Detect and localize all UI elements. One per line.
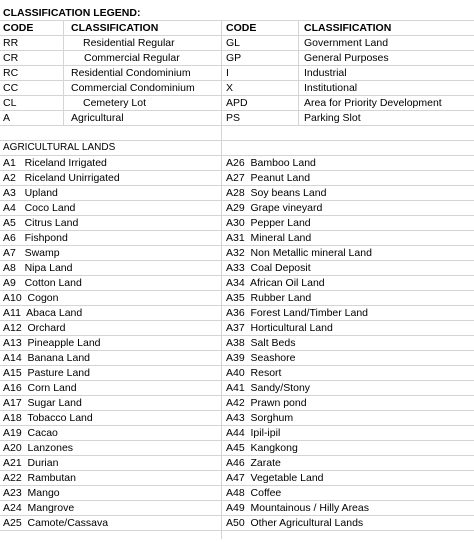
- agri-land-right: A50 Other Agricultural Lands: [226, 517, 364, 529]
- agri-row: [0, 276, 474, 291]
- legend-title: CLASSIFICATION LEGEND:: [3, 7, 141, 19]
- agri-land-left: A19 Cacao: [3, 427, 58, 439]
- agri-land-right: A44 Ipil-ipil: [226, 427, 281, 439]
- agri-land-left: A22 Rambutan: [3, 472, 76, 484]
- agri-land-right: A45 Kangkong: [226, 442, 298, 454]
- agri-land-right: A34 African Oil Land: [226, 277, 325, 289]
- blank-row: [0, 126, 474, 141]
- legend-row: [0, 111, 474, 126]
- agri-land-left: A21 Durian: [3, 457, 59, 469]
- legend-classification: Parking Slot: [304, 112, 361, 124]
- agri-row: [0, 246, 474, 261]
- agri-row: [0, 411, 474, 426]
- agri-land-right: A48 Coffee: [226, 487, 282, 499]
- header-classification-right: CLASSIFICATION: [304, 22, 392, 34]
- agri-land-right: A27 Peanut Land: [226, 172, 311, 184]
- agri-land-right: A29 Grape vineyard: [226, 202, 323, 214]
- agri-land-right: A38 Salt Beds: [226, 337, 296, 349]
- legend-row: [0, 81, 474, 96]
- agri-title-row: [0, 141, 474, 156]
- agri-row: [0, 501, 474, 516]
- agri-land-right: A49 Mountainous / Hilly Areas: [226, 502, 369, 514]
- agri-row: [0, 261, 474, 276]
- legend-row: [0, 51, 474, 66]
- header-code-right: CODE: [226, 22, 257, 34]
- agri-land-left: A14 Banana Land: [3, 352, 90, 364]
- agri-land-left: A2 Riceland Unirrigated: [3, 172, 120, 184]
- legend-code: I: [226, 67, 229, 79]
- agri-land-right: A39 Seashore: [226, 352, 296, 364]
- agri-land-right: A30 Pepper Land: [226, 217, 311, 229]
- legend-classification: General Purposes: [304, 52, 389, 64]
- agri-row: [0, 201, 474, 216]
- legend-title-row: [0, 6, 474, 21]
- legend-code: A: [3, 112, 11, 124]
- legend-code: CL: [3, 97, 17, 109]
- agri-land-right: A37 Horticultural Land: [226, 322, 333, 334]
- agri-land-left: A24 Mangrove: [3, 502, 75, 514]
- agri-land-left: A4 Coco Land: [3, 202, 76, 214]
- agri-land-left: A5 Citrus Land: [3, 217, 79, 229]
- legend-code: CR: [3, 52, 19, 64]
- agri-row: [0, 486, 474, 501]
- agri-land-left: A7 Swamp: [3, 247, 60, 259]
- agri-row: [0, 456, 474, 471]
- legend-row: [0, 66, 474, 81]
- agri-land-right: A32 Non Metallic mineral Land: [226, 247, 372, 259]
- agri-land-right: A43 Sorghum: [226, 412, 294, 424]
- agri-row: [0, 381, 474, 396]
- legend-code: CC: [3, 82, 19, 94]
- legend-row: [0, 36, 474, 51]
- legend-code: GP: [226, 52, 242, 64]
- legend-classification: Commercial Regular: [84, 52, 180, 64]
- legend-classification: Agricultural: [71, 112, 124, 124]
- agri-land-left: A8 Nipa Land: [3, 262, 73, 274]
- agri-row: [0, 321, 474, 336]
- legend-code: PS: [226, 112, 241, 124]
- legend-classification: Commercial Condominium: [71, 82, 195, 94]
- agri-row: [0, 516, 474, 531]
- agri-row: [0, 216, 474, 231]
- agri-land-right: A36 Forest Land/Timber Land: [226, 307, 369, 319]
- agri-land-left: A23 Mango: [3, 487, 60, 499]
- agri-row: [0, 306, 474, 321]
- legend-code: GL: [226, 37, 241, 49]
- agri-row: [0, 291, 474, 306]
- agri-row: [0, 396, 474, 411]
- agri-land-left: A15 Pasture Land: [3, 367, 90, 379]
- legend-classification: Area for Priority Development: [304, 97, 442, 109]
- legend-row: [0, 96, 474, 111]
- agri-land-left: A10 Cogon: [3, 292, 59, 304]
- agri-land-left: A9 Cotton Land: [3, 277, 82, 289]
- legend-classification: Government Land: [304, 37, 389, 49]
- legend-classification: Cemetery Lot: [83, 97, 147, 109]
- legend-classification: Residential Condominium: [71, 67, 191, 79]
- agri-land-right: A26 Bamboo Land: [226, 157, 316, 169]
- agri-land-left: A25 Camote/Cassava: [3, 517, 109, 529]
- agri-land-left: A6 Fishpond: [3, 232, 68, 244]
- agri-row: [0, 441, 474, 456]
- agri-land-left: A3 Upland: [3, 187, 58, 199]
- agri-land-left: A13 Pineapple Land: [3, 337, 101, 349]
- agri-row: [0, 351, 474, 366]
- agri-row: [0, 366, 474, 381]
- agri-land-right: A46 Zarate: [226, 457, 281, 469]
- agri-land-left: A17 Sugar Land: [3, 397, 82, 409]
- agri-land-right: A35 Rubber Land: [226, 292, 312, 304]
- agri-row: [0, 231, 474, 246]
- legend-classification: Institutional: [304, 82, 358, 94]
- legend-classification: Industrial: [304, 67, 347, 79]
- agri-title: AGRICULTURAL LANDS: [3, 142, 116, 153]
- header-code-left: CODE: [3, 22, 34, 34]
- agri-row: [0, 186, 474, 201]
- agri-land-right: A41 Sandy/Stony: [226, 382, 311, 394]
- legend-code: RR: [3, 37, 19, 49]
- agri-land-right: A28 Soy beans Land: [226, 187, 327, 199]
- agri-land-left: A16 Corn Land: [3, 382, 77, 394]
- legend-classification: Residential Regular: [83, 37, 175, 49]
- agri-land-right: A33 Coal Deposit: [226, 262, 311, 274]
- agri-land-right: A40 Resort: [226, 367, 282, 379]
- agri-row: [0, 426, 474, 441]
- legend-header-row: [0, 21, 474, 36]
- agri-land-left: A11 Abaca Land: [3, 307, 83, 319]
- legend-code: RC: [3, 67, 19, 79]
- agri-land-right: A31 Mineral Land: [226, 232, 312, 244]
- legend-code: APD: [226, 97, 248, 109]
- agri-land-right: A47 Vegetable Land: [226, 472, 324, 484]
- agri-row: [0, 171, 474, 186]
- header-classification-left: CLASSIFICATION: [71, 22, 159, 34]
- agri-land-left: A12 Orchard: [3, 322, 66, 334]
- agri-row: [0, 156, 474, 171]
- agri-land-left: A1 Riceland Irrigated: [3, 157, 107, 169]
- agri-land-left: A18 Tobacco Land: [3, 412, 93, 424]
- agri-row: [0, 336, 474, 351]
- agri-row: [0, 471, 474, 486]
- agri-land-right: A42 Prawn pond: [226, 397, 307, 409]
- legend-code: X: [226, 82, 234, 94]
- agri-land-left: A20 Lanzones: [3, 442, 74, 454]
